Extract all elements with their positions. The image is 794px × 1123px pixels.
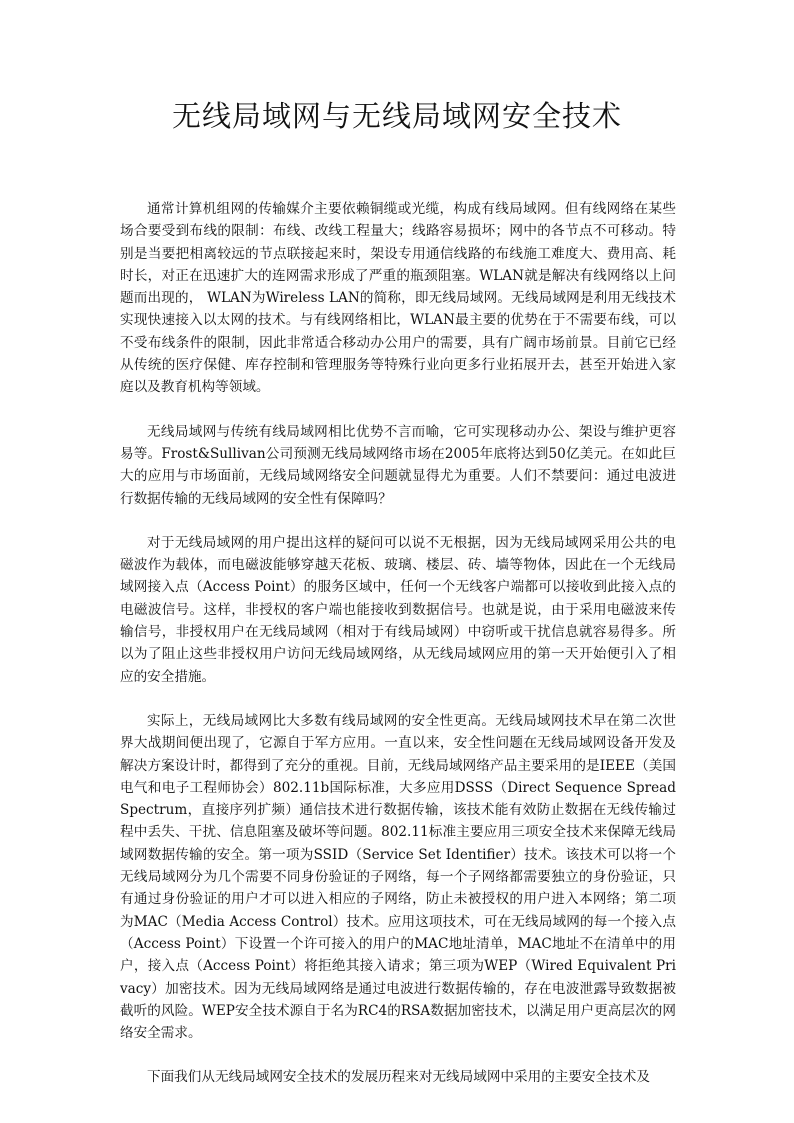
paragraph-security-concerns: 对于无线局域网的用户提出这样的疑问可以说不无根据，因为无线局域网采用公共的电磁波作为载体，而电磁波能够穿越天花板、玻璃、楼层、砖、墙等物体，因此在一个无线局域网接入点（Access Point）的服务区域中，任何一个无线客户端都可以接收到此接入点的电磁波信号。这样，非授权的客户端也能接收到数据信号。也就是说，由于采用电磁波来传输信号，非授权用户在无线局域网（相对于有线局域网）中窃听或干扰信息就容易得多。所以为了阻止这些非授权用户访问无线局域网络，从无线局域网应用的第一天开始便引入了相应的安全措施。 [120, 534, 676, 685]
paragraph-security-technologies: 实际上，无线局域网比大多数有线局域网的安全性更高。无线局域网技术早在第二次世界大战期间便出现了，它源自于军方应用。一直以来，安全性问题在无线局域网设备开发及解决方案设计时，都得到了充分的重视。目前，无线局域网络产品主要采用的是IEEE（美国电气和电子工程师协会）802.11b国际标准，大多应用DSSS（Direct Sequence Spread Spectrum，直接序列扩频）通信技术进行数据传输，该技术能有效防止数据在无线传输过程中丢失、干扰、信息阻塞及破坏等问题。802.11标准主要应用三项安全技术来保障无线局域网数据传输的安全。第一项为SSID（Service Set Identifier）技术。该技术可以将一个无线局域网分为几个需要不同身份验证的子网络，每一个子网络都需要独立的身份验证，只有通过身份验证的用户才可以进入相应的子网络，防止未被授权的用户进入本网络；第二项为MAC（Media Access Control）技术。应用这项技术，可在无线局域网的每一个接入点（Access Point）下设置一个许可接入的用户的MAC地址清单，MAC地址不在清单中的用户，接入点（Access Point）将拒绝其接入请求；第三项为WEP（Wired Equivalent Privacy）加密技术。因为无线局域网络是通过电波进行数据传输的，存在电波泄露导致数据被截听的风险。WEP安全技术源自于名为RC4的RSA数据加密技术，以满足用户更高层次的网络安全需求。 [120, 712, 676, 1042]
document-title: 无线局域网与无线局域网安全技术 [171, 99, 622, 133]
paragraph-advantages: 无线局域网与传统有线局域网相比优势不言而喻，它可实现移动办公、架设与维护更容易等。Frost&Sullivan公司预测无线局域网络市场在2005年底将达到50亿美元。在如此巨大的应用与市场面前，无线局域网络安全问题就显得尤为重要。人们不禁要问：通过电波进行数据传输的无线局域网的安全性有保障吗？ [120, 423, 676, 507]
paragraph-development-history: 下面我们从无线局域网安全技术的发展历程来对无线局域网中采用的主要安全技术及 [147, 1069, 650, 1086]
paragraph-intro: 通常计算机组网的传输媒介主要依赖铜缆或光缆，构成有线局域网。但有线网络在某些场合要受到布线的限制：布线、改线工程量大；线路容易损坏；网中的各节点不可移动。特别是当要把相离较远的节点联接起来时，架设专用通信线路的布线施工难度大、费用高、耗时长，对正在迅速扩大的连网需求形成了严重的瓶颈阻塞。WLAN就是解决有线网络以上问题而出现的， WLAN为Wireless LAN的简称，即无线局域网。无线局域网是利用无线技术实现快速接入以太网的技术。与有线网络相比，WLAN最主要的优势在于不需要布线，可以不受布线条件的限制，因此非常适合移动办公用户的需要，具有广阔市场前景。目前它已经从传统的医疗保健、库存控制和管理服务等特殊行业向更多行业拓展开去，甚至开始进入家庭以及教育机构等领域。 [120, 201, 676, 396]
document-body [120, 198, 676, 1111]
